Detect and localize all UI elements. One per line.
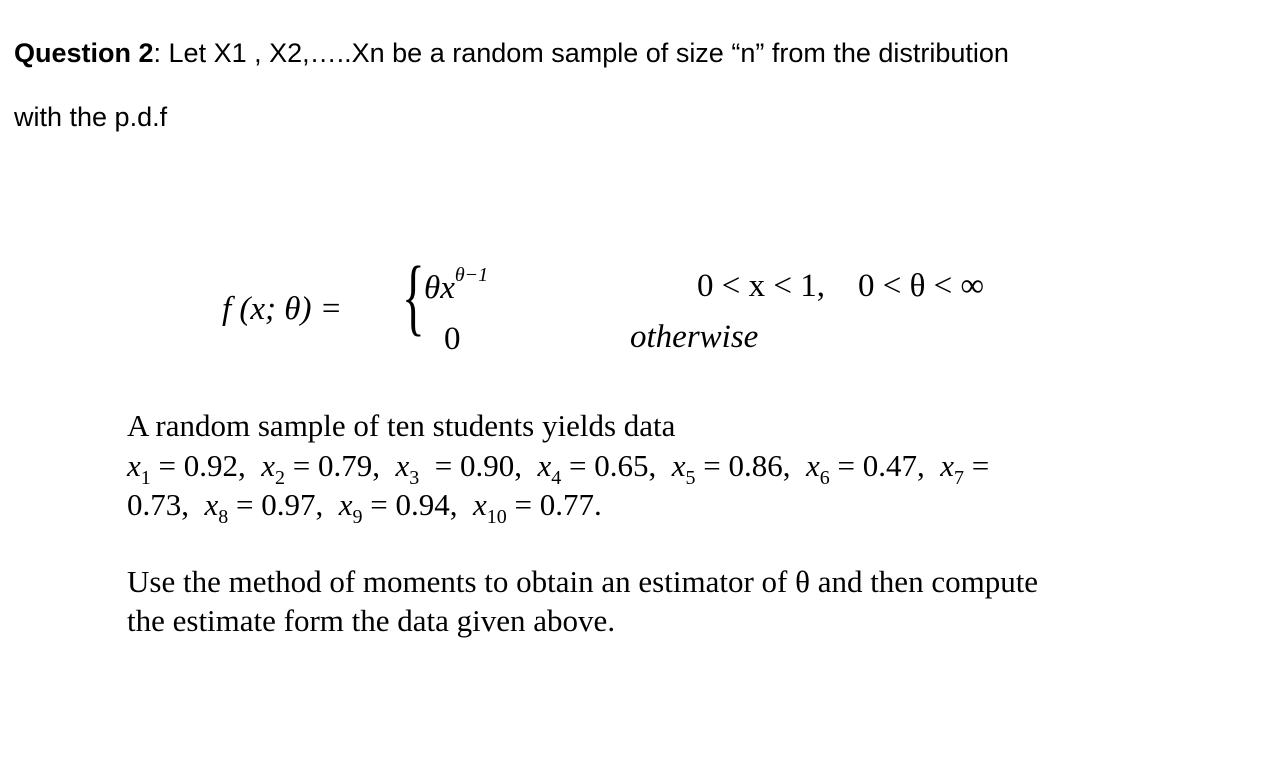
question-line-1 — [14, 38, 1009, 69]
case1-exponent: θ−1 — [454, 264, 489, 286]
sample-values-line-1: $x_1 = 0.92$, $x_2 = 0.79$, $x_3 = 0.90$, $x_4 = 0.65$, $x_5 = 0.86$, $x_6 = 0.47$, $x_7$ = — [127, 448, 990, 489]
pdf-case2-condition: otherwise — [630, 319, 759, 355]
sample-value: $x_5 = 0.86$ — [671, 448, 783, 489]
case1-expr: θx — [424, 270, 455, 306]
pdf-lhs: f (x; θ) = — [222, 291, 343, 327]
sample-value: $x_9 = 0.94$ — [338, 487, 450, 528]
sample-intro: A random sample of ten students yields data — [127, 408, 676, 443]
sample-value: $x_2 = 0.79$ — [261, 448, 373, 489]
pdf-case2-expr: 0 — [444, 321, 461, 357]
sample-value: $x_6 = 0.47$ — [806, 448, 917, 489]
sample-value-7: 0.73 — [127, 487, 182, 522]
sample-value: $x_1 = 0.92$ — [127, 448, 238, 489]
sample-value: $x_4 = 0.65$ — [537, 448, 649, 489]
task-line-1: Use the method of moments to obtain an estimator of θ and then compute — [127, 564, 1039, 599]
sample-value: $x_{10} = 0.77$ — [473, 487, 594, 528]
question-intro: : Let X1 , X2,…..Xn be a random sample of size “n” from the distribution — [153, 38, 1009, 68]
sample-value: $x_3 = 0.90$ — [395, 448, 515, 489]
task-line-2: the estimate form the data given above. — [127, 603, 616, 638]
question-label: Question 2 — [14, 38, 154, 68]
sample-value: $x_8 = 0.97$ — [204, 487, 316, 528]
pdf-case1-expr — [424, 264, 489, 307]
sample-values-line-2: 0.73, $x_8 = 0.97$, $x_9 = 0.94$, $x_{10} = 0.77$. — [127, 487, 602, 528]
pdf-case1-condition: 0 < x < 1, 0 < θ < ∞ — [697, 268, 985, 304]
sample-value: $x_7$ = — [940, 448, 990, 489]
question-line-2: with the p.d.f — [14, 102, 168, 132]
pdf-brace: { — [402, 248, 425, 344]
